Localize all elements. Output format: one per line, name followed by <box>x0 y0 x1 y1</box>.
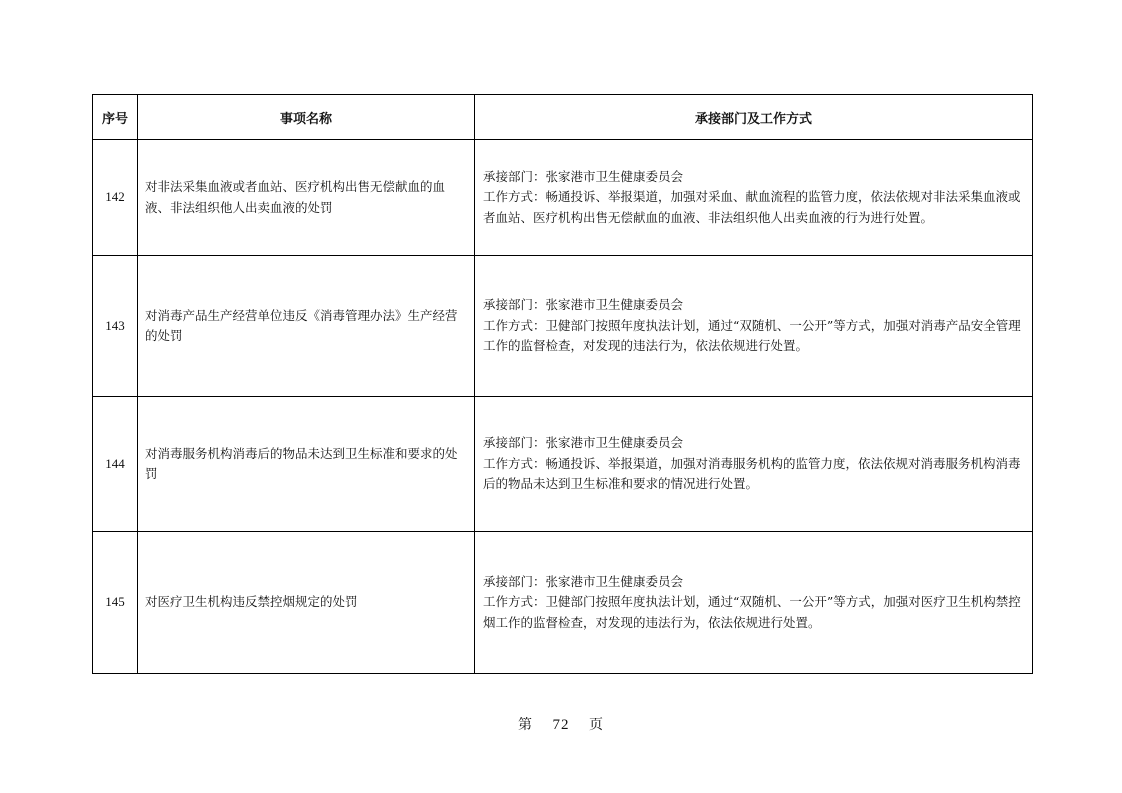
row-dept: 承接部门：张家港市卫生健康委员会 <box>483 168 684 184</box>
row-dept-method <box>475 256 1033 397</box>
row-dept-method <box>475 532 1033 674</box>
page-number: 72 <box>552 717 570 733</box>
table-row <box>93 256 1033 397</box>
matters-table <box>92 94 1033 674</box>
row-method: 工作方式：卫健部门按照年度执法计划，通过“双随机、一公开”等方式，加强对医疗卫生机构禁控烟工作的监督检查，对发现的违法行为，依法依规进行处置。 <box>483 594 1021 630</box>
table-row <box>93 397 1033 532</box>
row-seq: 143 <box>93 256 138 397</box>
row-item-name: 对非法采集血液或者血站、医疗机构出售无偿献血的血液、非法组织他人出卖血液的处罚 <box>138 140 475 256</box>
row-seq: 142 <box>93 140 138 256</box>
row-method: 工作方式：卫健部门按照年度执法计划，通过“双随机、一公开”等方式，加强对消毒产品安全管理工作的监督检查，对发现的违法行为，依法依规进行处置。 <box>483 317 1021 354</box>
header-seq: 序号 <box>93 95 138 140</box>
page-label-prefix: 第 <box>518 717 534 733</box>
row-method: 工作方式：畅通投诉、举报渠道，加强对采血、献血流程的监管力度，依法依规对非法采集血液或者血站、医疗机构出售无偿献血的血液、非法组织他人出卖血液的行为进行处置。 <box>483 189 1021 225</box>
row-item-name: 对消毒产品生产经营单位违反《消毒管理办法》生产经营的处罚 <box>138 256 475 397</box>
header-dept-method: 承接部门及工作方式 <box>475 95 1033 140</box>
row-dept: 承接部门：张家港市卫生健康委员会 <box>483 573 684 589</box>
row-dept: 承接部门：张家港市卫生健康委员会 <box>483 435 684 451</box>
row-dept-method <box>475 140 1033 256</box>
row-seq: 145 <box>93 532 138 674</box>
row-seq: 144 <box>93 397 138 532</box>
table-header-row <box>93 95 1033 140</box>
row-method: 工作方式：畅通投诉、举报渠道，加强对消毒服务机构的监管力度，依法依规对消毒服务机构消毒后的物品未达到卫生标准和要求的情况进行处置。 <box>483 455 1021 492</box>
table-row <box>93 140 1033 256</box>
page-label-suffix: 页 <box>588 717 604 733</box>
table-row <box>93 532 1033 674</box>
page-footer <box>0 714 1122 734</box>
row-dept: 承接部门：张家港市卫生健康委员会 <box>483 297 684 313</box>
row-item-name: 对医疗卫生机构违反禁控烟规定的处罚 <box>138 532 475 674</box>
row-dept-method <box>475 397 1033 532</box>
header-item-name: 事项名称 <box>138 95 475 140</box>
row-item-name: 对消毒服务机构消毒后的物品未达到卫生标准和要求的处罚 <box>138 397 475 532</box>
